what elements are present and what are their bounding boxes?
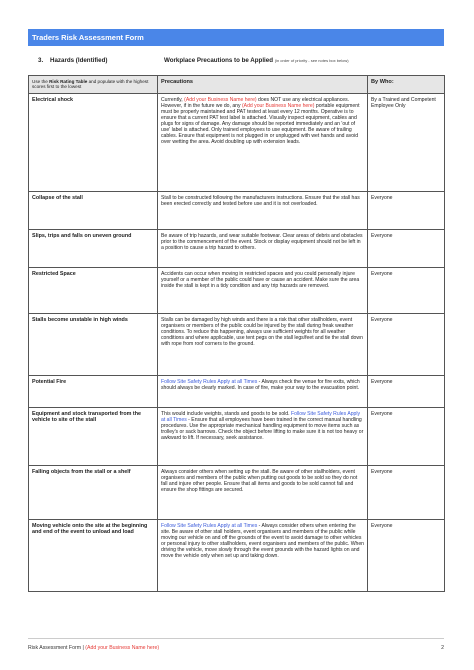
form-title-banner: Traders Risk Assessment Form bbox=[28, 29, 444, 46]
precaution-cell bbox=[158, 313, 368, 375]
section-number: 3. bbox=[38, 57, 44, 64]
hazard-cell: Stalls become unstable in high winds bbox=[29, 313, 158, 375]
precaution-cell bbox=[158, 267, 368, 313]
precaution-text: does NOT use any electrical appliances. However, if in the future we do, any bbox=[161, 96, 350, 109]
precautions-heading bbox=[164, 57, 349, 64]
precaution-cell bbox=[158, 93, 368, 191]
precautions-column-header: Precautions bbox=[158, 76, 368, 94]
precaution-text: Always consider others when setting up the stall. Be aware of other stallholders, event organisers and members of the public when putting out goods to be sold so they do not fall and injure other people. Ensure that all items and goods to be sold cannot fall and ensure the shop fittings are secured. bbox=[161, 468, 358, 494]
table-header-row bbox=[29, 76, 445, 94]
hazard-cell: Moving vehicle onto the site at the beginning and end of the event to unload and load bbox=[29, 519, 158, 591]
hazard-cell: Falling objects from the stall or a shelf bbox=[29, 465, 158, 519]
precaution-cell bbox=[158, 191, 368, 229]
hazard-cell: Restricted Space bbox=[29, 267, 158, 313]
by-who-cell: Everyone bbox=[368, 407, 445, 465]
risk-assessment-table bbox=[28, 75, 445, 592]
table-row bbox=[29, 93, 445, 191]
table-row bbox=[29, 191, 445, 229]
hazard-column-instructions: Use the Risk Rating Table and populate with the highest scores first to the lowest bbox=[29, 76, 158, 94]
footer-label: Risk Assessment Form | bbox=[28, 645, 86, 651]
hazards-heading: Hazards (Identified) bbox=[50, 57, 108, 64]
hazard-cell: Potential Fire bbox=[29, 375, 158, 407]
precaution-text: - Ensure that all employees have been trained in the correct manual handling procedures. Use the appropriate mechanical handling equipment to move items such as trolley's or sack barrows. Check the object before lifting to make sure it is not too heavy or awkward to lift. If necessary, seek assistance. bbox=[161, 416, 364, 442]
hazard-cell: Electrical shock bbox=[29, 93, 158, 191]
business-name-placeholder: (Add your Business Name here) bbox=[184, 96, 257, 103]
precaution-text: Currently, bbox=[161, 96, 185, 103]
precaution-cell bbox=[158, 229, 368, 267]
table-body bbox=[29, 93, 445, 591]
by-who-cell: By a Trained and Competent Employee Only bbox=[368, 93, 445, 191]
precaution-text: Be aware of trip hazards, and wear suitable footwear. Clear areas of debris and obstacles prior to the commencement of the event. Stock or display equipment should not be left in a position to cause a trip hazard to others. bbox=[161, 232, 363, 251]
hazard-cell: Slips, trips and falls on uneven ground bbox=[29, 229, 158, 267]
hazard-cell: Collapse of the stall bbox=[29, 191, 158, 229]
table-row bbox=[29, 313, 445, 375]
table-row bbox=[29, 465, 445, 519]
precaution-cell bbox=[158, 375, 368, 407]
precaution-text: Accidents can occur when moving in restricted spaces and you could personally injure yourself or a member of the public could have or cause an accident. Make sure the area inside the stall is kept in a tidy condition and any trip hazards are removed. bbox=[161, 270, 360, 289]
precautions-note: (in order of priority - see notes box below) bbox=[274, 58, 349, 63]
footer-business-name: (Add your Business Name here) bbox=[85, 645, 160, 651]
by-who-cell: Everyone bbox=[368, 465, 445, 519]
site-safety-rules-text: Follow Site Safety Rules Apply at all Times bbox=[161, 378, 258, 385]
site-safety-rules-text: Follow Site Safety Rules Apply at all Times bbox=[161, 410, 361, 423]
table-row bbox=[29, 375, 445, 407]
hazard-cell: Equipment and stock transported from the vehicle to site of the stall bbox=[29, 407, 158, 465]
precaution-cell bbox=[158, 407, 368, 465]
by-who-column-header: By Who: bbox=[368, 76, 445, 94]
precaution-cell bbox=[158, 465, 368, 519]
by-who-cell: Everyone bbox=[368, 191, 445, 229]
precaution-text: This would include weights, stands and goods to be sold. bbox=[161, 410, 291, 417]
table-row bbox=[29, 267, 445, 313]
by-who-cell: Everyone bbox=[368, 519, 445, 591]
footer-divider bbox=[28, 638, 444, 639]
by-who-cell: Everyone bbox=[368, 313, 445, 375]
table-row bbox=[29, 229, 445, 267]
precautions-heading-text: Workplace Precautions to be Applied bbox=[164, 57, 273, 64]
by-who-cell: Everyone bbox=[368, 229, 445, 267]
precaution-cell bbox=[158, 519, 368, 591]
table-row bbox=[29, 519, 445, 591]
precaution-text: - Always consider others when entering the site. Be aware of other stall holders, event organisers and members of the public while moving our vehicle on and off the grounds of the event to avoid damage to other vehicles or personal injury to other stallholders, event organisers and members of the public. When driving the vehicle, move slowly through the event grounds with the hazard lights on and move the vehicle only when set up and taking down. bbox=[161, 522, 365, 560]
table-row bbox=[29, 407, 445, 465]
precaution-text: - Always check the venue for fire exits, which should always be clearly marked. In case of fire, make your way to the evacuation point. bbox=[161, 378, 360, 391]
by-who-cell: Everyone bbox=[368, 267, 445, 313]
page-number: 2 bbox=[441, 645, 444, 651]
precaution-text: Stall to be constructed following the manufacturers instructions. Ensure that the stall has been erected correctly and tested before use and it is not overloaded. bbox=[161, 194, 360, 207]
site-safety-rules-text: Follow Site Safety Rules Apply at all Times bbox=[161, 522, 258, 529]
precaution-text: portable equipment must be properly maintained and PAT tested at least every 12 months. Operative is to ensure that a current PAT test label is attached. Visually inspect equipment, cables and plugs for signs of damage. Any damage should be reported immediately and an 'out of use' label is attached. Only trained employees to use equipment. Be aware of trailing cables. Ensure that equipment is not plugged in or unplugged with wet hands and avoid over wetting the area. Avoid doubling up with extension leads. bbox=[161, 102, 360, 146]
business-name-placeholder: (Add your Business Name here) bbox=[241, 102, 315, 109]
page-footer bbox=[28, 645, 444, 651]
by-who-cell: Everyone bbox=[368, 375, 445, 407]
precaution-text: Stalls can be damaged by high winds and there is a risk that other stallholders, event organisers or members of the public could be injured by the stall during freak weather conditions. To reduce this happening, always use sufficient weights for all weather conditions and where applicable, use tent pegs on the stall legs/feet and tie the stall down with rope from roof corners to the ground. bbox=[161, 316, 363, 348]
